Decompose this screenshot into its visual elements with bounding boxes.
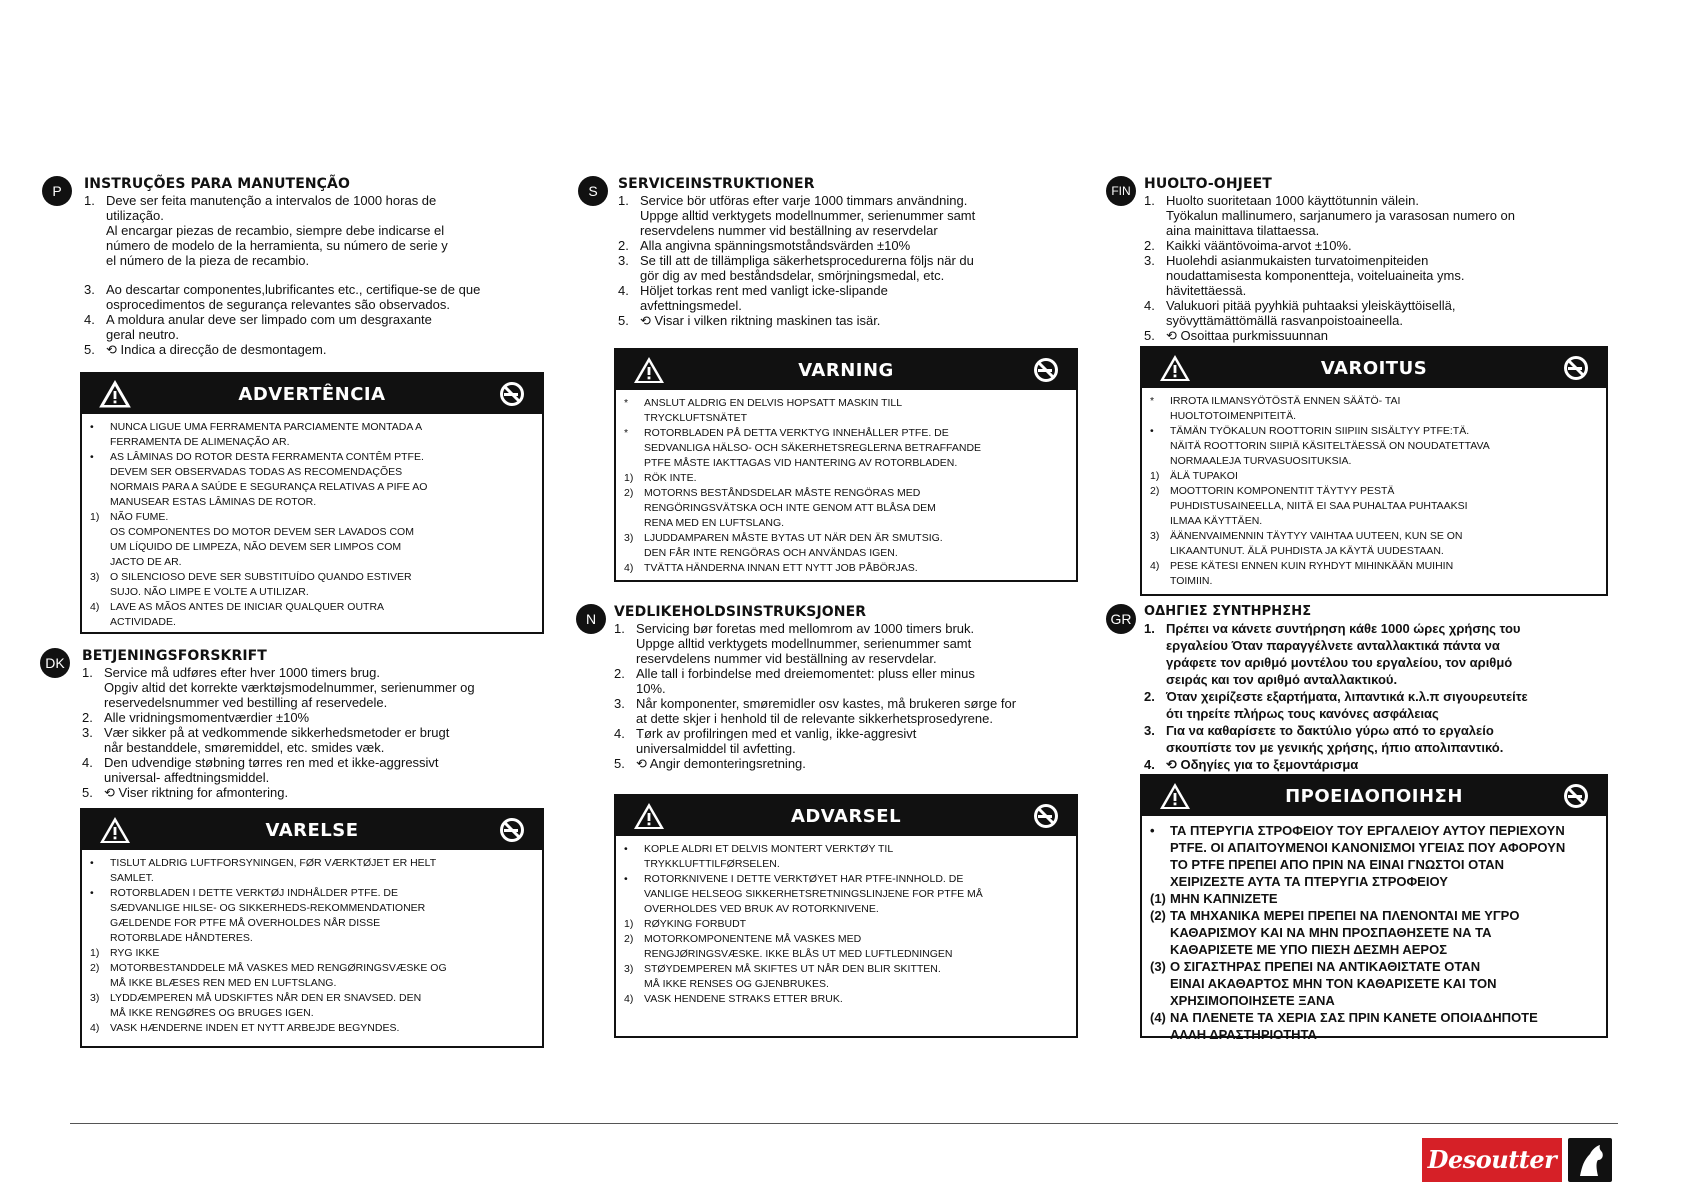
step-dk-4: 4. Den udvendige støbning tørres ren med et ikke-aggressivt universal- affedtningsmiddel. [82, 755, 439, 785]
language-badge-pt: P [42, 176, 72, 206]
step-se-1: 1. Service bör utföras efter varje 1000 timmars användning. Uppge alltid verktygets modellnummer, serienummer samt reservdelens nummer vid beställning av reservdelar [618, 193, 976, 238]
no-smoking-icon [498, 816, 526, 844]
step-pt-3: 3. Ao descartar componentes,lubrificantes etc., certifique-se de que osprocedimentos de segurança relevantes são observados. [84, 282, 481, 312]
warning-box-no [614, 794, 1078, 1038]
step-fi-3: 3. Huolehdi asianmukaisten turvatoimenpiteiden noudattamisesta komponentteja, voiteluaineita yms. hävitettäessä. [1144, 253, 1465, 298]
no-smoking-icon [1562, 782, 1590, 810]
step-no-3: 3. Når komponenter, smøremidler osv kastes, må brukeren sørge for at dette skjer i henhold til de relevante sikkerhetsprosedyrene. [614, 696, 1017, 726]
step-gr-4: 4. ⟲ Οδηγίες για το ξεμοντάρισμα [1144, 757, 1359, 772]
disassembly-direction-icon: ⟲ [1166, 757, 1181, 772]
step-no-5: 5. ⟲ Angir demonteringsretning. [614, 756, 806, 771]
horse-head-icon [1568, 1138, 1612, 1182]
warning-body-no: • KOPLE ALDRI ET DELVIS MONTERT VERKTØY TIL TRYKKLUFTTILFØRSELEN. • ROTORKNIVENE I DETTE VERKTØYET HAR PTFE-INNHOLD. DE VANLIGE HELSEOG SIKKERHETSRETNINGSLINJENE FOR PTFE MÅ OVERHOLDES VED BRUK AV ROTORKNIVENE. 1) RØYKING FORBUDT 2) MOTORKOMPONENTENE MÅ VASKES MED RENGJØRINGSVÆSKE. IKKE BLÅS UT MED LUFTLEDNINGEN 3) STØYDEMPEREN MÅ SKIFTES UT NÅR DEN BLIR SKITTEN. MÅ IKKE RENSES OG GJENBRUKES. 4) VASK HENDENE STRAKS ETTER BRUK. [624, 843, 983, 1005]
step-gr-1: 1. Πρέπει να κάνετε συντήρηση κάθε 1000 ώρες χρήσης του εργαλείου Όταν παραγγέλνετε ανταλλακτικά πάντα να γράφετε τον αριθμό μοντέλου του εργαλείου, τον αριθμό σειράς και τον αριθμό ανταλλακτικού. [1144, 621, 1521, 687]
steps-list-no [614, 621, 1086, 771]
section-title-se: SERVICEINSTRUKTIONER [618, 176, 815, 192]
step-fi-4: 4. Valukuori pitää pyyhkiä puhtaaksi yleiskäyttöisellä, syövyttämättömällä rasvanpoistoaineella. [1144, 298, 1456, 328]
warning-body-fi: * IRROTA ILMANSYÖTÖSTÄ ENNEN SÄÄTÖ- TAI HUOLTOTOIMENPITEITÄ. • TÄMÄN TYÖKALUN ROOTTORIN SIIPIIN SISÄLTYY PTFE:TÄ. NÄITÄ ROOTTORIN SIIPIÄ KÄSITELTÄESSÄ ON NOUDATETTAVA NORMAALEJA TURVASUOSITUKSIA. 1) ÄLÄ TUPAKOI 2) MOOTTORIN KOMPONENTIT TÄYTYY PESTÄ PUHDISTUSAINEELLA, NIITÄ EI SAA PUHALTAA PUHTAAKSI ILMAA KÄYTTÄEN. 3) ÄÄNENVAIMENNIN TÄYTYY VAIHTAA UUTEEN, KUN SE ON LIKAANTUNUT. ÄLÄ PUHDISTA JA KÄYTÄ UUDESTAAN. 4) PESE KÄTESI ENNEN KUIN RYHDYT MIHINKÄÄN MUIHIN TOIMIIN. [1150, 395, 1490, 587]
steps-list-se [618, 193, 1078, 328]
language-badge-no: N [576, 604, 606, 634]
steps-list-pt [84, 193, 542, 357]
warning-title-fi: VAROITUS [1320, 357, 1428, 379]
step-dk-1: 1. Service må udføres efter hver 1000 timers brug. Opgiv altid det korrekte værktøjsmodelnummer, serienummer og reservedelsnummer ved bestilling af reservedele. [82, 665, 475, 710]
disassembly-direction-icon: ⟲ [104, 785, 119, 800]
step-fi-1: 1. Huolto suoritetaan 1000 käyttötunnin välein. Työkalun mallinumero, sarjanumero ja varasosan numero on aina mainittava tilattaessa. [1144, 193, 1516, 238]
warning-header-pt [82, 374, 542, 414]
no-smoking-icon [498, 380, 526, 408]
section-title-dk: BETJENINGSFORSKRIFT [82, 648, 267, 664]
warning-body-dk: • TISLUT ALDRIG LUFTFORSYNINGEN, FØR VÆRKTØJET ER HELT SAMLET. • ROTORBLADEN I DETTE VERKTØJ INDHÅLDER PTFE. DE SÆDVANLIGE HILSE- OG SIKKERHEDS-REKOMMENDATIONER GÆLDENDE FOR PTFE MÅ OVERHOLDES NÅR DISSE ROTORBLADE HÅNDTERES. 1) RYG IKKE 2) MOTORBESTANDDELE MÅ VASKES MED RENGØRINGSVÆSKE OG MÅ IKKE BLÆSES REN MED EN LUFTSLANG. 3) LYDDÆMPEREN MÅ UDSKIFTES NÅR DEN ER SNAVSED. DEN MÅ IKKE RENGØRES OG BRUGES IGEN. 4) VASK HÆNDERNE INDEN ET NYTT ARBEJDE BEGYNDES. [90, 857, 447, 1034]
warning-title-gr: ΠΡΟΕΙΔΟΠΟΙΗΣΗ [1285, 785, 1463, 807]
warning-box-gr [1140, 774, 1608, 1042]
warning-triangle-icon [98, 815, 132, 845]
step-gr-2: 2. Όταν χειρίζεστε εξαρτήματα, λιπαντικά κ.λ.π σιγουρευτείτε ότι τηρείτε πλήρως τους κανόνες ασφάλειας [1144, 689, 1528, 721]
warning-box-fi [1140, 346, 1608, 596]
section-fi [1106, 176, 1626, 343]
warning-triangle-icon [632, 801, 666, 831]
disassembly-direction-icon: ⟲ [106, 342, 121, 357]
warning-triangle-icon [98, 379, 132, 409]
no-smoking-icon [1032, 802, 1060, 830]
section-title-pt: INSTRUÇÕES PARA MANUTENÇÃO [84, 176, 350, 192]
step-dk-2: 2. Alle vridningsmomentværdier ±10% [82, 710, 310, 725]
step-se-3: 3. Se till att de tillämpliga säkerhetsprocedurerna följs när du gör dig av med beståndsdelar, smörjningsmedal, etc. [618, 253, 974, 283]
no-smoking-icon [1032, 356, 1060, 384]
warning-body-pt: • NUNCA LIGUE UMA FERRAMENTA PARCIAMENTE MONTADA A FERRAMENTA DE ALIMENAÇÃO AR. • AS LÂMINAS DO ROTOR DESTA FERRAMENTA CONTÊM PTFE. DEVEM SER OBSERVADAS TODAS AS RECOMENDAÇÕES NORMAIS PARA A SAÚDE E SEGURANÇA RELATIVAS A PIFE AO MANUSEAR ESTAS LÂMINAS DE ROTOR. 1) NÃO FUME. OS COMPONENTES DO MOTOR DEVEM SER LAVADOS COM UM LÍQUIDO DE LIMPEZA, NÃO DEVEM SER LIMPOS COM JACTO DE AR. 3) O SILENCIOSO DEVE SER SUBSTITUÍDO QUANDO ESTIVER SUJO. NÃO LIMPE E VOLTE A UTILIZAR. 4) LAVE AS MÃOS ANTES DE INICIAR QUALQUER OUTRA ACTIVIDADE. [90, 421, 428, 628]
warning-triangle-icon [632, 355, 666, 385]
steps-list-gr [1144, 620, 1626, 773]
warning-body-gr: • ΤΑ ΠΤΕΡΥΓΙΑ ΣΤΡΟΦΕΙΟΥ ΤΟΥ ΕΡΓΑΛΕΙΟΥ ΑΥΤΟΥ ΠΕΡΙΕΧΟΥΝ PTFE. ΟΙ ΑΠΑΙΤΟΥΜΕΝΟΙ ΚΑΝΟΝΙΣΜΟΙ ΥΓΕΙΑΣ ΠΟΥ ΑΦΟΡΟΥΝ ΤΟ PTFE ΠΡΕΠΕΙ ΑΠΟ ΠΡΙΝ ΝΑ ΕΙΝΑΙ ΓΝΩΣΤΟΙ ΟΤΑΝ ΧΕΙΡΙΖΕΣΤΕ ΑΥΤΑ ΤΑ ΠΤΕΡΥΓΙΑ ΣΤΡΟΦΕΙΟΥ (1) ΜΗΝ ΚΑΠΝΙΖΕΤΕ (2) ΤΑ ΜΗΧΑΝΙΚΑ ΜΕΡΕΙ ΠΡΕΠΕΙ ΝΑ ΠΛΕΝΟΝΤΑΙ ΜΕ ΥΓΡΟ ΚΑΘΑΡΙΣΜΟΥ ΚΑΙ ΝΑ ΜΗΝ ΠΡΟΣΠΑΘΗΣΕΤΕ ΝΑ ΤΑ ΚΑΘΑΡΙΣΕΤΕ ΜΕ ΥΠΟ ΠΙΕΣΗ ΔΕΣΜΗ ΑΕΡΟΣ (3) Ο ΣΙΓΑΣΤΗΡΑΣ ΠΡΕΠΕΙ ΝΑ ΑΝΤΙΚΑΘΙΣΤΑΤΕ ΟΤΑΝ ΕΙΝΑΙ ΑΚΑΘΑΡΤΟΣ ΜΗΝ ΤΟΝ ΚΑΘΑΡΙΣΕΤΕ ΚΑΙ ΤΟΝ ΧΡΗΣΙΜΟΠΟΙΗΣΕΤΕ ΞΑΝΑ (4) ΝΑ ΠΛΕΝΕΤΕ ΤΑ ΧΕΡΙΑ ΣΑΣ ΠΡΙΝ ΚΑΝΕΤΕ ΟΠΟΙΑΔΗΠΟΤΕ ΑΛΛΗ ΔΡΑΣΤΗΡΙΟΤΗΤΑ [1150, 823, 1566, 1042]
step-no-1: 1. Servicing bør foretas med mellomrom av 1000 timers bruk. Uppge alltid verktygets modellnummer, serienummer samt reservdelens nummer vid beställning av reservdelar. [614, 621, 975, 666]
no-smoking-icon [1562, 354, 1590, 382]
steps-list-dk [82, 665, 550, 800]
warning-triangle-icon [1158, 781, 1192, 811]
warning-title-no: ADVARSEL [790, 805, 902, 827]
warning-box-se [614, 348, 1078, 582]
section-dk [40, 648, 550, 800]
disassembly-direction-icon: ⟲ [1166, 328, 1181, 343]
step-se-2: 2. Alla angivna spänningsmotståndsvärden ±10% [618, 238, 911, 253]
section-title-fi: HUOLTO-OHJEET [1144, 176, 1272, 192]
horse-emblem-icon [1568, 1138, 1612, 1182]
steps-list-fi [1144, 193, 1626, 343]
language-badge-gr: GR [1106, 604, 1136, 634]
language-badge-se: S [578, 176, 608, 206]
warning-header-fi [1142, 348, 1606, 388]
step-dk-3: 3. Vær sikker på at vedkommende sikkerhedsmetoder er brugt når bestanddele, smøremiddel, etc. smides væk. [82, 725, 450, 755]
section-gr [1106, 604, 1626, 773]
warning-header-dk [82, 810, 542, 850]
section-se [578, 176, 1078, 328]
step-se-5: 5. ⟲ Visar i vilken riktning maskinen tas isär. [618, 313, 881, 328]
step-pt-5: 5. ⟲ Indica a direcção de desmontagem. [84, 342, 327, 357]
warning-box-pt [80, 372, 544, 634]
warning-title-dk: VARELSE [265, 819, 359, 841]
step-no-2: 2. Alle tall i forbindelse med dreiemomentet: pluss eller minus 10%. [614, 666, 975, 696]
section-title-no: VEDLIKEHOLDSINSTRUKSJONER [614, 604, 867, 620]
warning-header-se [616, 350, 1076, 390]
warning-triangle-icon [1158, 353, 1192, 383]
language-badge-fi: FIN [1106, 176, 1136, 206]
step-pt-4: 4. A moldura anular deve ser limpado com um desgraxante geral neutro. [84, 312, 432, 342]
footer-divider [70, 1123, 1618, 1124]
warning-header-no [616, 796, 1076, 836]
section-title-gr: ΟΔΗΓΙΕΣ ΣΥΝΤΗΡΗΣΗΣ [1144, 604, 1312, 619]
disassembly-direction-icon: ⟲ [636, 756, 650, 771]
warning-box-dk [80, 808, 544, 1048]
step-se-4: 4. Höljet torkas rent med vanligt icke-slipande avfettningsmedel. [618, 283, 888, 313]
step-fi-5: 5. ⟲ Osoittaa purkmissuunnan [1144, 328, 1328, 343]
section-no [576, 604, 1086, 771]
step-pt-1: 1. Deve ser feita manutenção a intervalos de 1000 horas de utilização. Al encargar piezas de recambio, siempre debe indicarse el número de modelo de la herramienta, su número de serie y el número de la pieza de recambio. [84, 193, 448, 268]
disassembly-direction-icon: ⟲ [640, 313, 655, 328]
language-badge-dk: DK [40, 648, 70, 678]
step-fi-2: 2. Kaikki vääntövoima-arvot ±10%. [1144, 238, 1352, 253]
step-gr-3: 3. Για να καθαρίσετε το δακτύλιο γύρω από το εργαλείο σκουπίστε τον με γενικής χρήσης, ήπιο απολιπαντικό. [1144, 723, 1504, 755]
desoutter-logo: Desoutter [1422, 1138, 1562, 1182]
step-no-4: 4. Tørk av profilringen med et vanlig, ikke-aggresivt universalmiddel til avfetting. [614, 726, 917, 756]
step-dk-5: 5. ⟲ Viser riktning for afmontering. [82, 785, 289, 800]
warning-body-se: * ANSLUT ALDRIG EN DELVIS HOPSATT MASKIN TILL TRYCKLUFTSNÄTET * ROTORBLADEN PÅ DETTA VERKTYG INNEHÅLLER PTFE. DE SEDVANLIGA HÄLSO- OCH SÄKERHETSREGLERNA BETRAFFANDE PTFE MÅSTE IAKTTAGAS VID HANTERING AV ROTORBLADEN. 1) RÖK INTE. 2) MOTORNS BESTÅNDSDELAR MÅSTE RENGÖRAS MED RENGÖRINGSVÄTSKA OCH INTE GENOM ATT BLÅSA DEM RENA MED EN LUFTSLANG. 3) LJUDDAMPAREN MÅSTE BYTAS UT NÄR DEN ÄR SMUTSIG. DEN FÅR INTE RENGÖRAS OCH ANVÄNDAS IGEN. 4) TVÄTTA HÄNDERNA INNAN ETT NYTT JOB PÅBÖRJAS. [624, 397, 982, 574]
warning-header-gr [1142, 776, 1606, 816]
warning-title-se: VARNING [798, 359, 894, 381]
section-pt [42, 176, 542, 357]
warning-title-pt: ADVERTÊNCIA [238, 383, 386, 405]
